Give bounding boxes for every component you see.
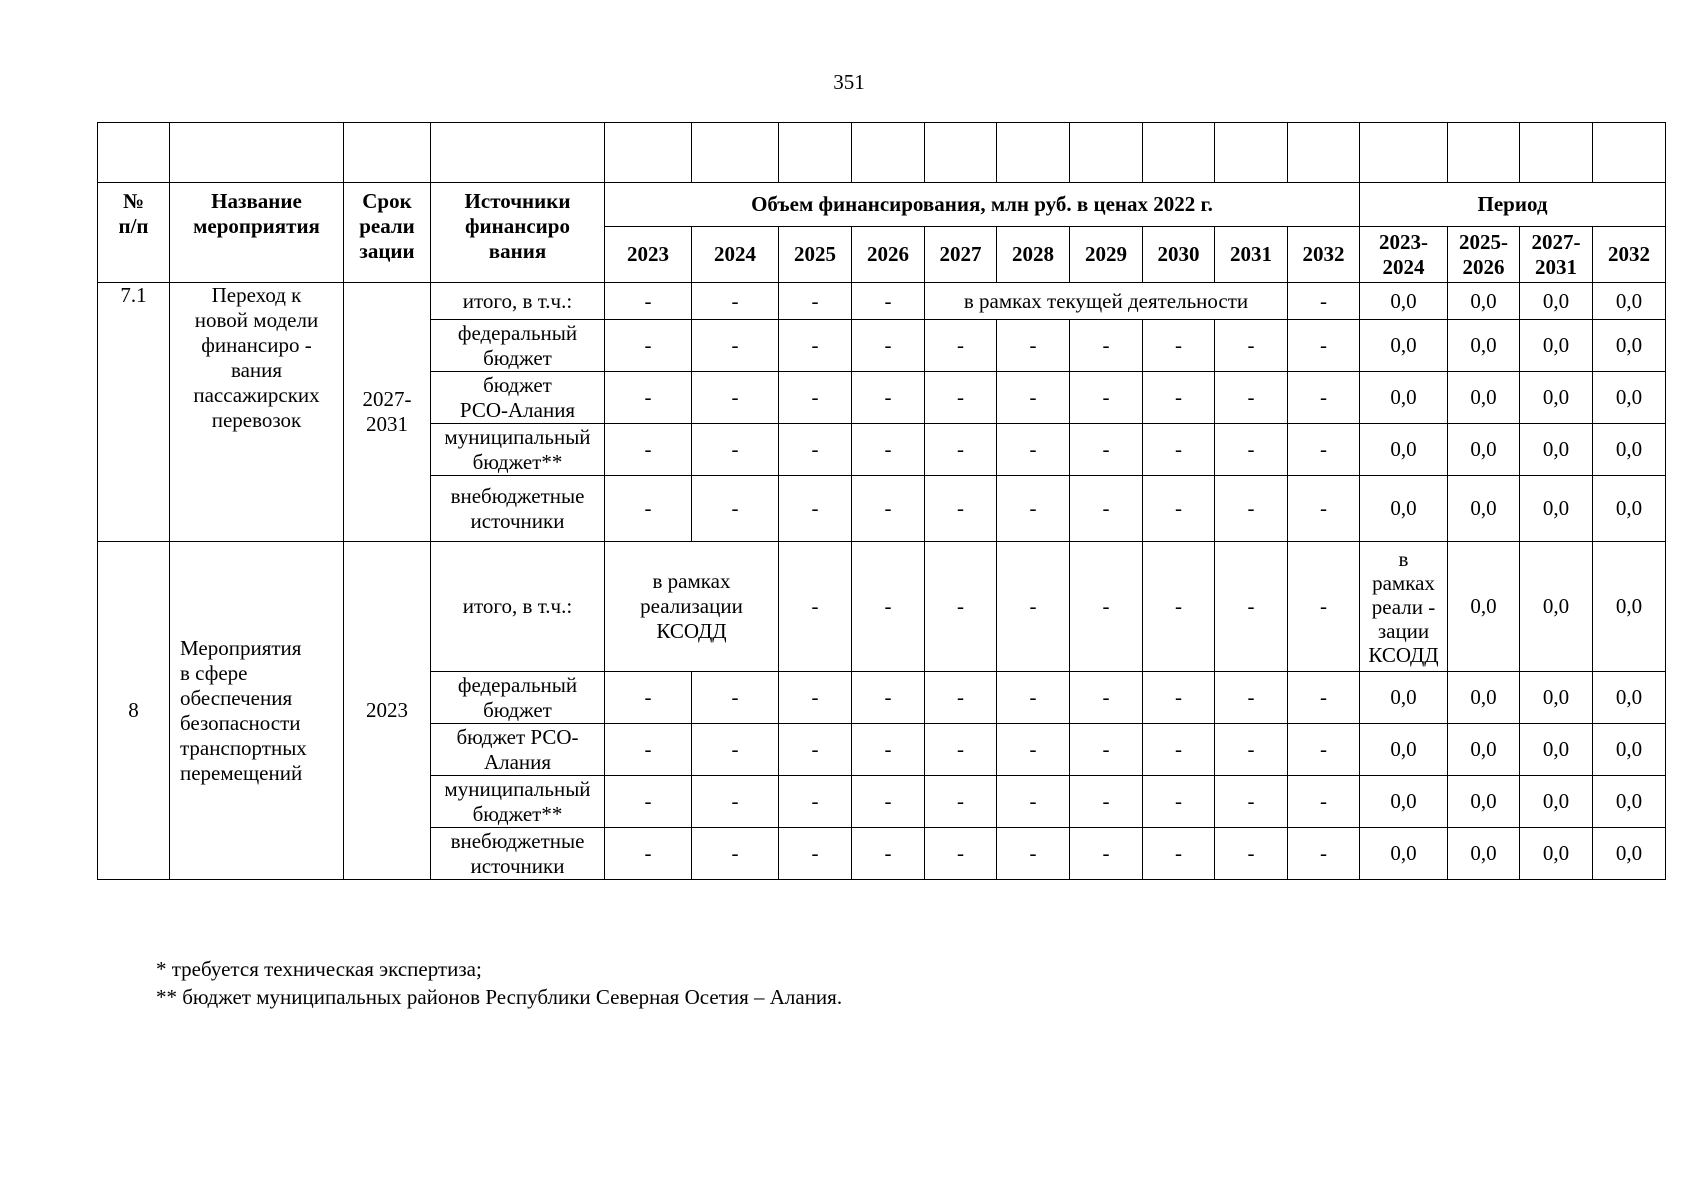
year-value: - [692, 672, 779, 724]
year-value: - [1070, 828, 1143, 880]
period-value: 0,0 [1360, 372, 1448, 424]
year-value: - [1143, 542, 1215, 672]
period-value: 0,0 [1520, 320, 1593, 372]
year-value: - [1288, 372, 1360, 424]
period-value: 0,0 [1360, 320, 1448, 372]
year-value: - [1143, 476, 1215, 542]
year-value: - [1215, 476, 1288, 542]
year-value: - [779, 672, 852, 724]
year-value: - [1143, 372, 1215, 424]
period-value: 0,0 [1360, 476, 1448, 542]
period-value: 0,0 [1593, 372, 1666, 424]
year-value: - [692, 283, 779, 320]
period-value: 0,0 [1448, 672, 1520, 724]
period-value: 0,0 [1360, 672, 1448, 724]
item-term: 2027- 2031 [344, 283, 431, 542]
year-value: - [605, 672, 692, 724]
item-name: Переход к новой модели финансиро - вания пассажирских перевозок [170, 283, 344, 542]
year-value: - [997, 828, 1070, 880]
period-value: 0,0 [1593, 542, 1666, 672]
year-value: - [605, 828, 692, 880]
spacer-row [98, 123, 1666, 183]
period-value: 0,0 [1593, 320, 1666, 372]
year-value: - [1143, 424, 1215, 476]
year-value: - [605, 424, 692, 476]
period-value: 0,0 [1593, 828, 1666, 880]
year-value: - [925, 476, 997, 542]
year-value: - [852, 776, 925, 828]
header-num: № п/п [98, 183, 170, 283]
year-value: - [1288, 828, 1360, 880]
year-value: - [692, 424, 779, 476]
year-value: - [1070, 476, 1143, 542]
year-value: - [692, 828, 779, 880]
period-value: 0,0 [1520, 828, 1593, 880]
period-value: 0,0 [1593, 283, 1666, 320]
header-year-2023: 2023 [605, 227, 692, 283]
period-value: 0,0 [1360, 776, 1448, 828]
year-value: - [852, 372, 925, 424]
year-value: - [925, 672, 997, 724]
funding-source: внебюджетные источники [431, 828, 605, 880]
year-value: - [779, 372, 852, 424]
year-value: - [925, 542, 997, 672]
year-value: - [1070, 672, 1143, 724]
financing-table [97, 122, 1666, 880]
period-value: 0,0 [1360, 283, 1448, 320]
year-value: - [1288, 776, 1360, 828]
year-value: - [997, 372, 1070, 424]
year-value: - [1215, 320, 1288, 372]
header-row-1 [98, 183, 1666, 227]
year-value: - [692, 776, 779, 828]
item-number: 7.1 [98, 283, 170, 542]
year-value: - [1215, 724, 1288, 776]
header-period-3: 2032 [1593, 227, 1666, 283]
year-value: - [852, 724, 925, 776]
header-sources: Источники финансиро вания [431, 183, 605, 283]
span-note: в рамках текущей деятельности [925, 283, 1288, 320]
period-value: 0,0 [1520, 776, 1593, 828]
year-value: - [779, 283, 852, 320]
year-value: - [605, 320, 692, 372]
header-year-2025: 2025 [779, 227, 852, 283]
year-value: - [779, 542, 852, 672]
year-value: - [1143, 828, 1215, 880]
year-value: - [1143, 776, 1215, 828]
year-value: - [1070, 372, 1143, 424]
header-year-2031: 2031 [1215, 227, 1288, 283]
span-note: в рамках реализации КСОДД [605, 542, 779, 672]
table-row [98, 542, 1666, 672]
year-value: - [997, 476, 1070, 542]
period-value: 0,0 [1593, 672, 1666, 724]
period-value: 0,0 [1448, 372, 1520, 424]
year-value: - [779, 776, 852, 828]
year-value: - [1215, 542, 1288, 672]
year-value: - [605, 724, 692, 776]
year-value: - [1070, 424, 1143, 476]
funding-source: итого, в т.ч.: [431, 283, 605, 320]
funding-source: муниципальный бюджет** [431, 776, 605, 828]
year-value: - [997, 672, 1070, 724]
period-value: 0,0 [1448, 776, 1520, 828]
year-value: - [852, 828, 925, 880]
period-note: в рамках реали - зации КСОДД [1360, 542, 1448, 672]
year-value: - [997, 776, 1070, 828]
year-value: - [852, 542, 925, 672]
period-value: 0,0 [1520, 372, 1593, 424]
year-value: - [1215, 672, 1288, 724]
year-value: - [925, 776, 997, 828]
year-value: - [1288, 724, 1360, 776]
year-value: - [852, 283, 925, 320]
period-value: 0,0 [1360, 724, 1448, 776]
header-year-2029: 2029 [1070, 227, 1143, 283]
year-value: - [779, 476, 852, 542]
period-value: 0,0 [1593, 476, 1666, 542]
funding-source: федеральный бюджет [431, 672, 605, 724]
year-value: - [852, 672, 925, 724]
year-value: - [605, 372, 692, 424]
year-value: - [779, 320, 852, 372]
year-value: - [997, 320, 1070, 372]
header-term: Срок реали зации [344, 183, 431, 283]
item-name: Мероприятия в сфере обеспечения безопасности транспортных перемещений [170, 542, 344, 880]
period-value: 0,0 [1360, 424, 1448, 476]
year-value: - [1288, 672, 1360, 724]
header-period-2: 2027- 2031 [1520, 227, 1593, 283]
year-value: - [925, 724, 997, 776]
year-value: - [779, 828, 852, 880]
period-value: 0,0 [1448, 476, 1520, 542]
period-value: 0,0 [1520, 476, 1593, 542]
year-value: - [779, 724, 852, 776]
funding-source: федеральный бюджет [431, 320, 605, 372]
footnote-2: ** бюджет муниципальных районов Республики Северная Осетия – Алания. [156, 985, 843, 1009]
funding-source: муниципальный бюджет** [431, 424, 605, 476]
period-value: 0,0 [1520, 724, 1593, 776]
year-value: - [925, 828, 997, 880]
page-number: 351 [833, 70, 865, 94]
year-value: - [997, 424, 1070, 476]
header-volume-group: Объем финансирования, млн руб. в ценах 2022 г. [605, 183, 1360, 227]
year-value: - [779, 424, 852, 476]
year-value: - [1070, 724, 1143, 776]
year-value: - [1288, 320, 1360, 372]
year-value: - [852, 476, 925, 542]
year-value: - [692, 476, 779, 542]
period-value: 0,0 [1448, 283, 1520, 320]
year-value: - [692, 320, 779, 372]
year-value: - [1288, 542, 1360, 672]
header-name: Название мероприятия [170, 183, 344, 283]
item-number: 8 [98, 542, 170, 880]
year-value: - [925, 320, 997, 372]
year-value: - [692, 372, 779, 424]
period-value: 0,0 [1448, 542, 1520, 672]
year-value: - [692, 724, 779, 776]
funding-source: бюджет РСО- Алания [431, 724, 605, 776]
header-year-2027: 2027 [925, 227, 997, 283]
year-value: - [1215, 828, 1288, 880]
header-year-2030: 2030 [1143, 227, 1215, 283]
year-value: - [925, 424, 997, 476]
year-value: - [1070, 542, 1143, 672]
period-value: 0,0 [1593, 424, 1666, 476]
funding-source: итого, в т.ч.: [431, 542, 605, 672]
year-value: - [1143, 320, 1215, 372]
year-value: - [1215, 372, 1288, 424]
year-value: - [605, 476, 692, 542]
year-value: - [997, 542, 1070, 672]
header-year-2032: 2032 [1288, 227, 1360, 283]
year-value: - [1215, 776, 1288, 828]
header-period-group: Период [1360, 183, 1666, 227]
header-period-0: 2023- 2024 [1360, 227, 1448, 283]
footnotes [156, 955, 842, 1011]
period-value: 0,0 [1520, 283, 1593, 320]
header-year-2024: 2024 [692, 227, 779, 283]
header-year-2028: 2028 [997, 227, 1070, 283]
period-value: 0,0 [1448, 320, 1520, 372]
year-value: - [605, 776, 692, 828]
year-value: - [1143, 672, 1215, 724]
year-value: - [997, 724, 1070, 776]
year-value: - [852, 424, 925, 476]
year-value: - [1288, 283, 1360, 320]
funding-source: бюджет РСО-Алания [431, 372, 605, 424]
year-value: - [925, 372, 997, 424]
year-value: - [1288, 424, 1360, 476]
period-value: 0,0 [1520, 672, 1593, 724]
period-value: 0,0 [1448, 828, 1520, 880]
period-value: 0,0 [1593, 724, 1666, 776]
footnote-1: * требуется техническая экспертиза; [156, 957, 482, 981]
year-value: - [1143, 724, 1215, 776]
header-period-1: 2025- 2026 [1448, 227, 1520, 283]
item-term: 2023 [344, 542, 431, 880]
year-value: - [1288, 476, 1360, 542]
period-value: 0,0 [1520, 542, 1593, 672]
table-row [98, 283, 1666, 320]
header-year-2026: 2026 [852, 227, 925, 283]
period-value: 0,0 [1360, 828, 1448, 880]
year-value: - [852, 320, 925, 372]
period-value: 0,0 [1520, 424, 1593, 476]
period-value: 0,0 [1448, 424, 1520, 476]
funding-source: внебюджетные источники [431, 476, 605, 542]
year-value: - [605, 283, 692, 320]
year-value: - [1215, 424, 1288, 476]
period-value: 0,0 [1593, 776, 1666, 828]
year-value: - [1070, 776, 1143, 828]
period-value: 0,0 [1448, 724, 1520, 776]
year-value: - [1070, 320, 1143, 372]
